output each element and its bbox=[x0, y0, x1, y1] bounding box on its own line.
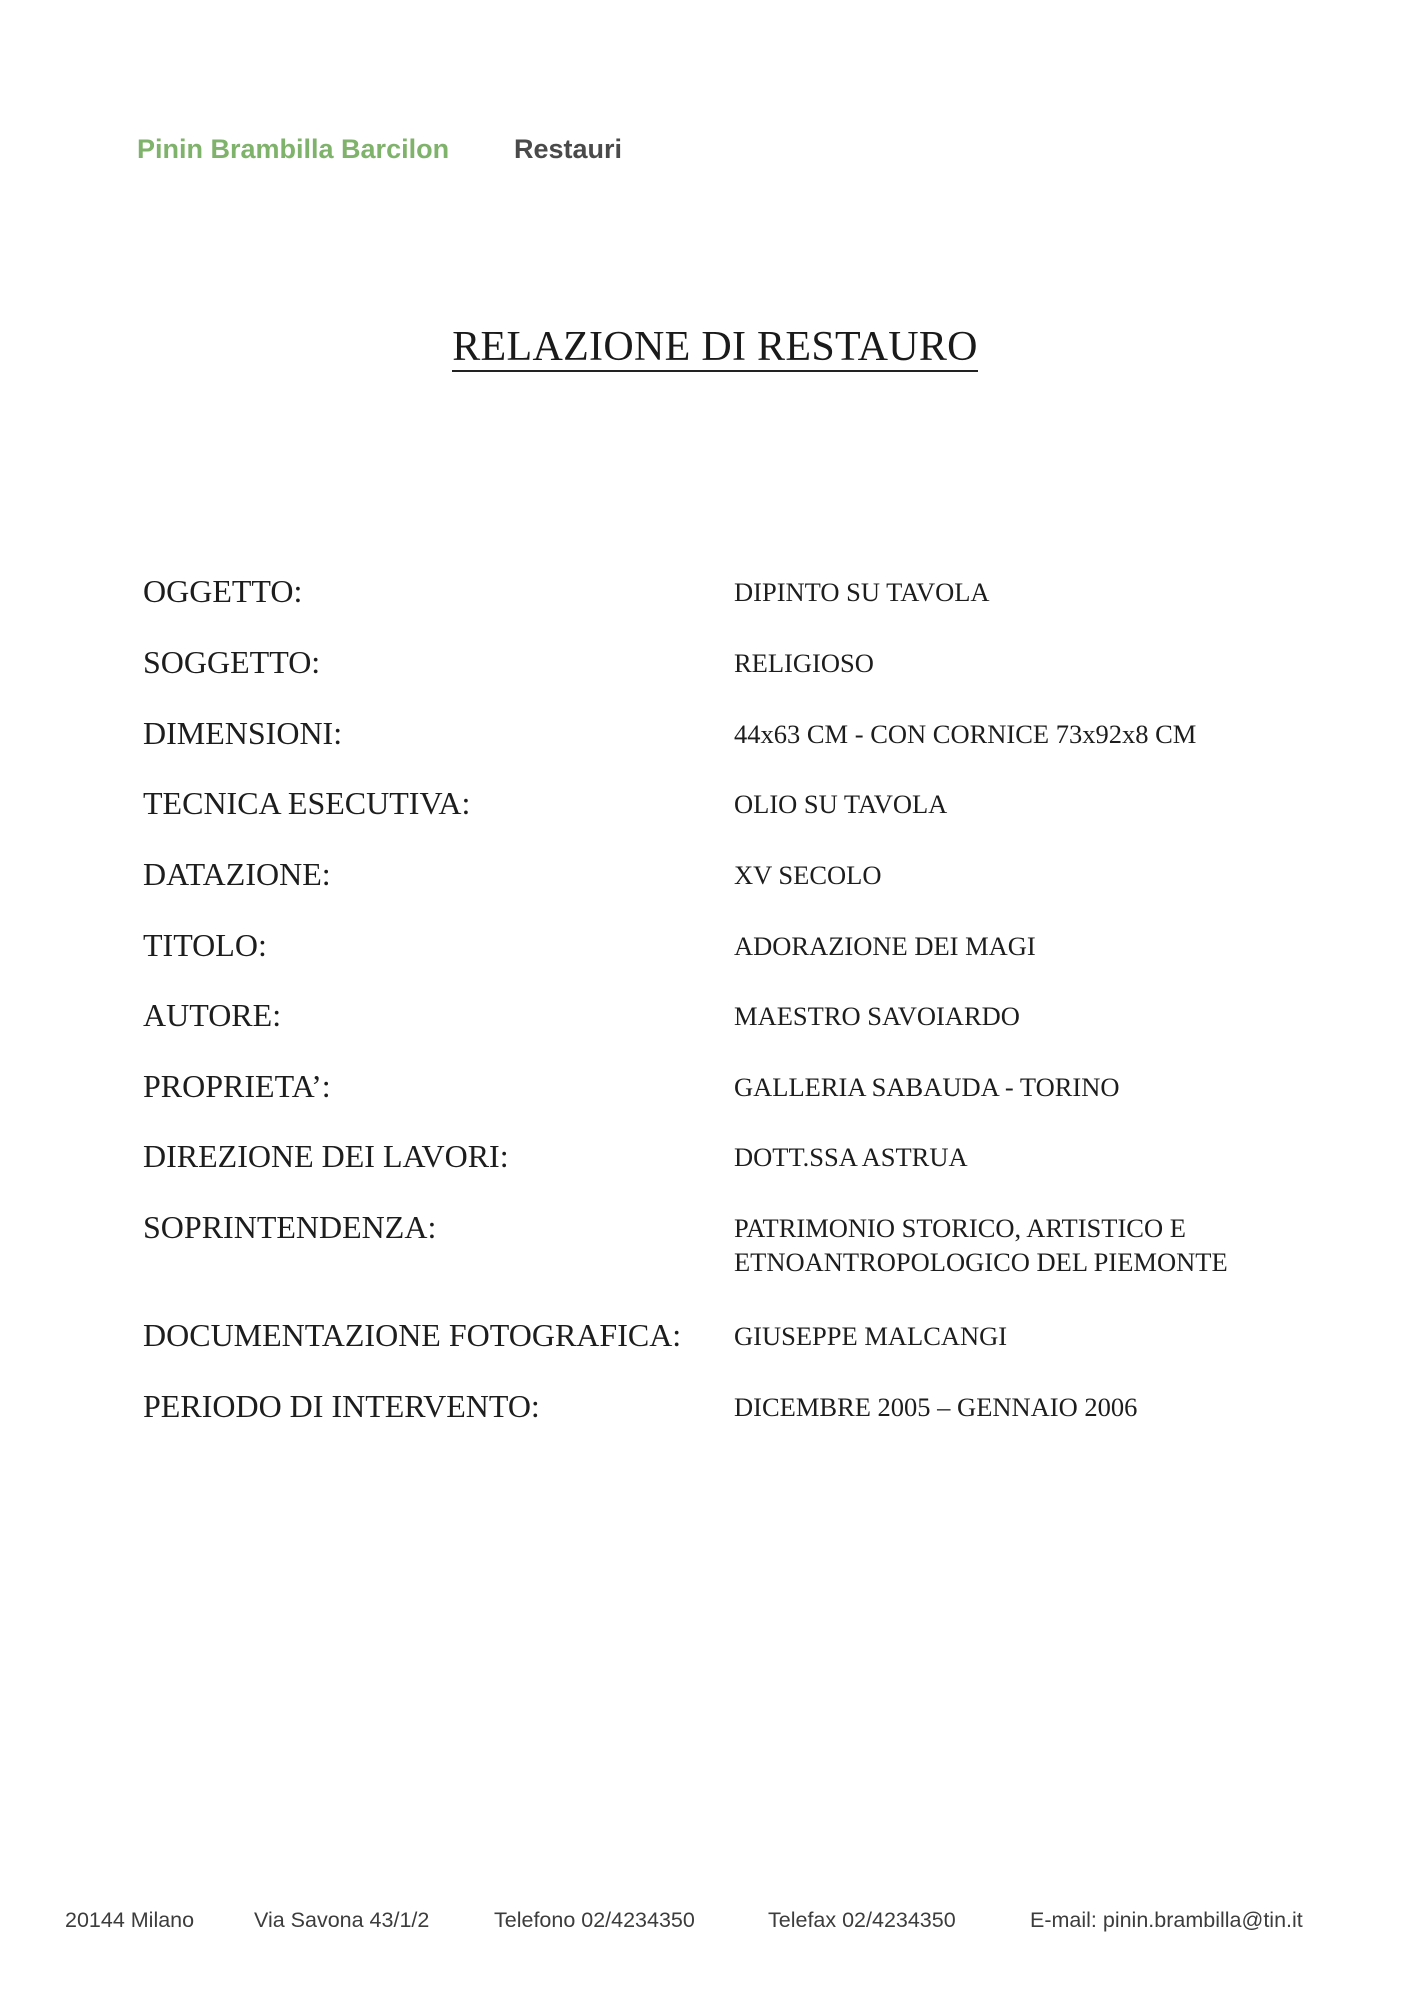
field-value-line2: ETNOANTROPOLOGICO DEL PIEMONTE bbox=[734, 1247, 1228, 1277]
footer-email-link[interactable]: E-mail: pinin.brambilla@tin.it bbox=[1030, 1908, 1303, 1932]
field-label: PERIODO DI INTERVENTO: bbox=[143, 1388, 540, 1424]
field-label: TECNICA ESECUTIVA: bbox=[143, 785, 471, 821]
field-label: AUTORE: bbox=[143, 997, 282, 1033]
field-value: GIUSEPPE MALCANGI bbox=[734, 1321, 1008, 1351]
field-label: OGGETTO: bbox=[143, 573, 303, 609]
field-label: SOPRINTENDENZA: bbox=[143, 1209, 437, 1245]
field-value: GALLERIA SABAUDA - TORINO bbox=[734, 1072, 1120, 1102]
document-title-text: RELAZIONE DI RESTAURO bbox=[452, 324, 978, 370]
field-value: ADORAZIONE DEI MAGI bbox=[734, 931, 1036, 961]
footer-fax: Telefax 02/4234350 bbox=[768, 1908, 956, 1932]
field-value: DIPINTO SU TAVOLA bbox=[734, 577, 990, 607]
letterhead-division: Restauri bbox=[514, 134, 623, 164]
field-label: PROPRIETA’: bbox=[143, 1068, 331, 1104]
field-value: XV SECOLO bbox=[734, 860, 882, 890]
footer-address: Via Savona 43/1/2 bbox=[254, 1908, 430, 1932]
field-label: DIMENSIONI: bbox=[143, 715, 343, 751]
field-label: DOCUMENTAZIONE FOTOGRAFICA: bbox=[143, 1317, 682, 1353]
field-value: MAESTRO SAVOIARDO bbox=[734, 1001, 1020, 1031]
footer-phone: Telefono 02/4234350 bbox=[494, 1908, 695, 1932]
field-value: DOTT.SSA ASTRUA bbox=[734, 1142, 968, 1172]
field-value: OLIO SU TAVOLA bbox=[734, 789, 948, 819]
field-value: RELIGIOSO bbox=[734, 648, 874, 678]
field-value: PATRIMONIO STORICO, ARTISTICO E bbox=[734, 1213, 1186, 1243]
footer-city: 20144 Milano bbox=[65, 1908, 195, 1932]
field-value: 44x63 CM - CON CORNICE 73x92x8 CM bbox=[734, 719, 1197, 749]
field-label: DATAZIONE: bbox=[143, 856, 331, 892]
letterhead-brand: Pinin Brambilla Barcilon bbox=[137, 134, 450, 164]
field-value: DICEMBRE 2005 – GENNAIO 2006 bbox=[734, 1392, 1138, 1422]
field-label: DIREZIONE DEI LAVORI: bbox=[143, 1138, 509, 1174]
field-label: TITOLO: bbox=[143, 927, 267, 963]
field-label: SOGGETTO: bbox=[143, 644, 321, 680]
